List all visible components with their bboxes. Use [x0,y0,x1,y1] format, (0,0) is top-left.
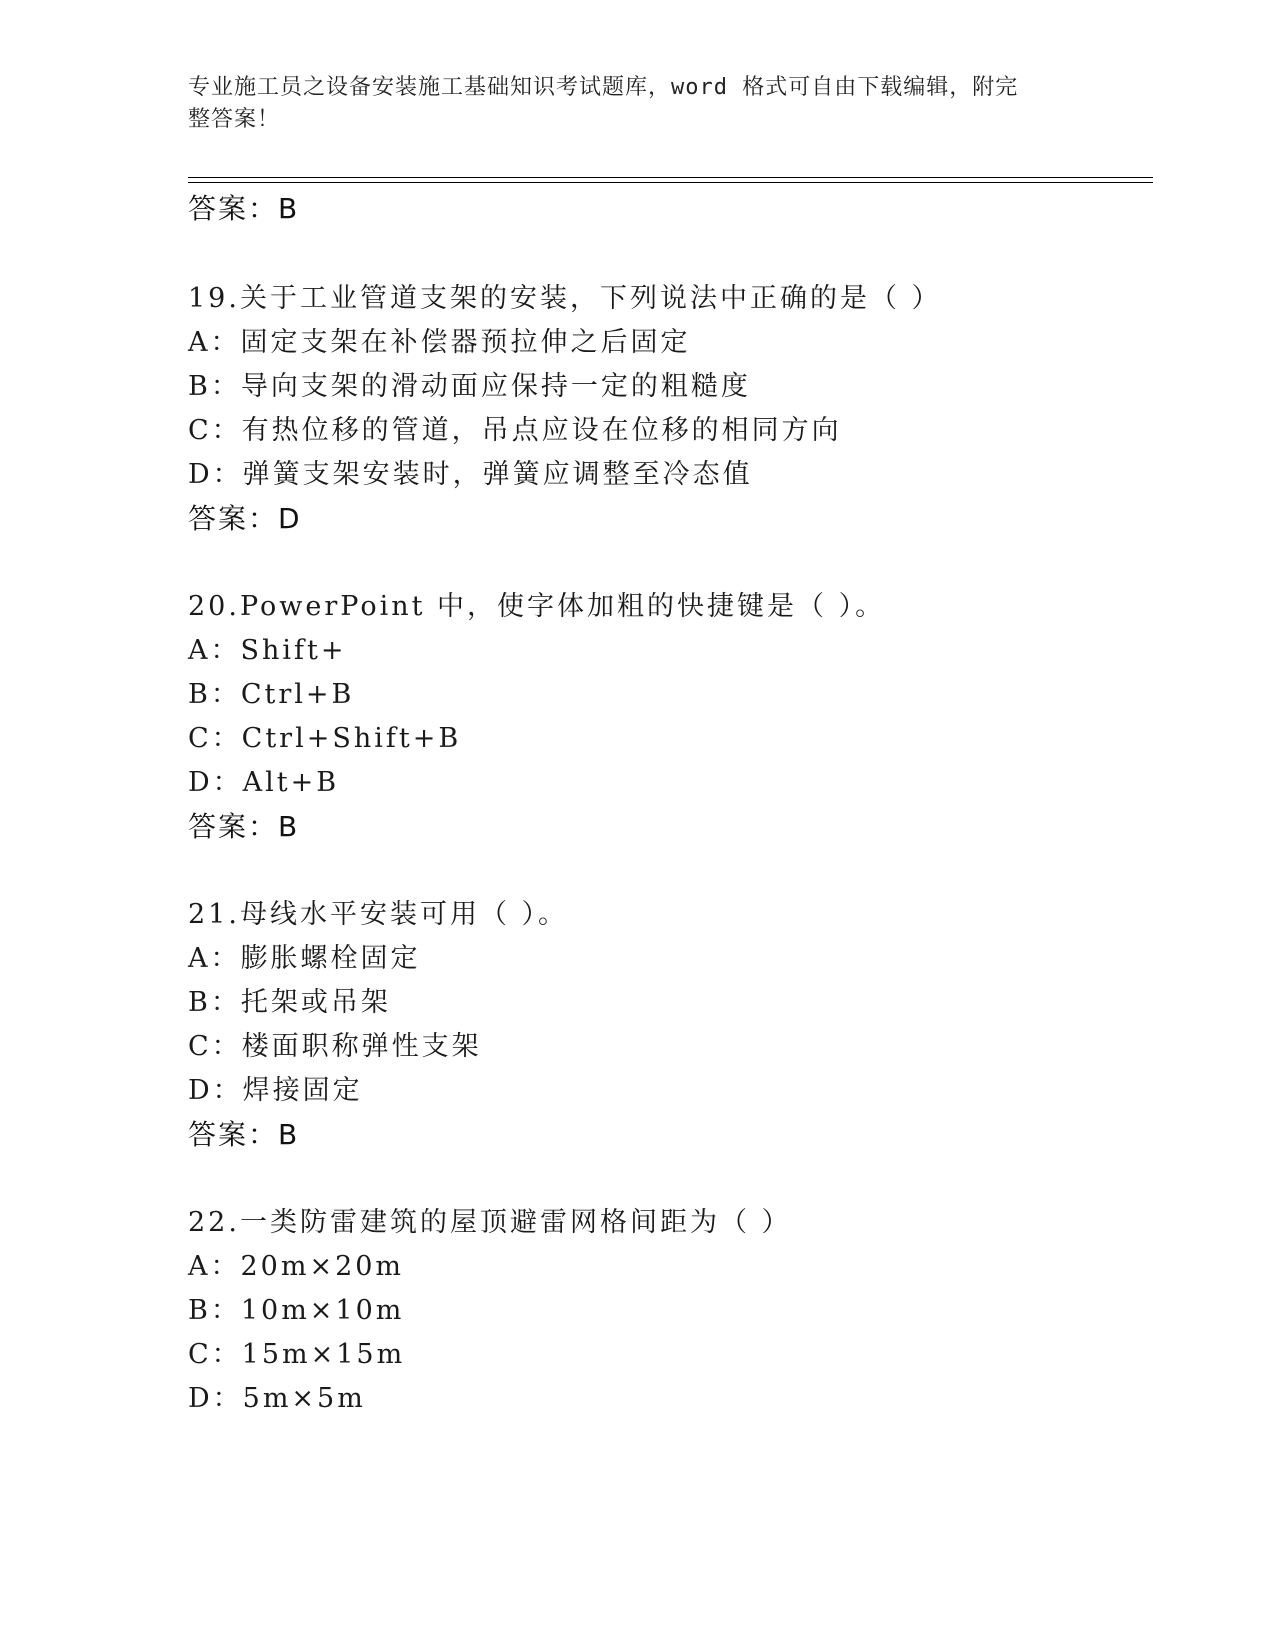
document-header [188,72,1078,136]
question-21-stem: 21.母线水平安装可用（ ）。 [188,899,569,930]
question-19-option-c: C：有热位移的管道，吊点应设在位移的相同方向 [188,415,842,446]
question-21-option-c: C：楼面职称弹性支架 [188,1031,482,1062]
question-21-option-b: B：托架或吊架 [188,987,391,1018]
header-divider-top [188,177,1153,178]
question-21-option-a: A：膨胀螺栓固定 [188,943,421,974]
question-19-option-a: A：固定支架在补偿器预拉伸之后固定 [188,327,691,358]
question-22-option-d: D：5m×5m [188,1383,366,1414]
question-19-stem: 19.关于工业管道支架的安装，下列说法中正确的是（ ） [188,283,942,314]
question-20-option-b: B：Ctrl+B [188,679,355,710]
question-20-option-c: C：Ctrl+Shift+B [188,723,462,754]
question-19-answer: 答案：D [188,502,302,535]
previous-answer: 答案：B [188,192,300,225]
question-20-stem: 20.PowerPoint 中，使字体加粗的快捷键是（ ）。 [188,591,886,622]
question-21-answer: 答案：B [188,1118,300,1151]
question-19-option-d: D：弹簧支架安装时，弹簧应调整至冷态值 [188,459,753,490]
header-line-2: 整答案！ [188,107,281,132]
question-22-option-a: A：20m×20m [188,1251,405,1282]
question-21-option-d: D：焊接固定 [188,1075,363,1106]
question-22-stem: 22.一类防雷建筑的屋顶避雷网格间距为（ ） [188,1207,792,1238]
question-19-option-b: B：导向支架的滑动面应保持一定的粗糙度 [188,371,751,402]
question-20-option-a: A：Shift+ [188,635,347,666]
header-line-1: 专业施工员之设备安装施工基础知识考试题库，word 格式可自由下载编辑，附完 [188,75,1019,100]
question-20-option-d: D：Alt+B [188,767,340,798]
question-22-option-c: C：15m×15m [188,1339,406,1370]
header-divider-bottom [188,182,1153,183]
question-20-answer: 答案：B [188,810,300,843]
question-22-option-b: B：10m×10m [188,1295,405,1326]
